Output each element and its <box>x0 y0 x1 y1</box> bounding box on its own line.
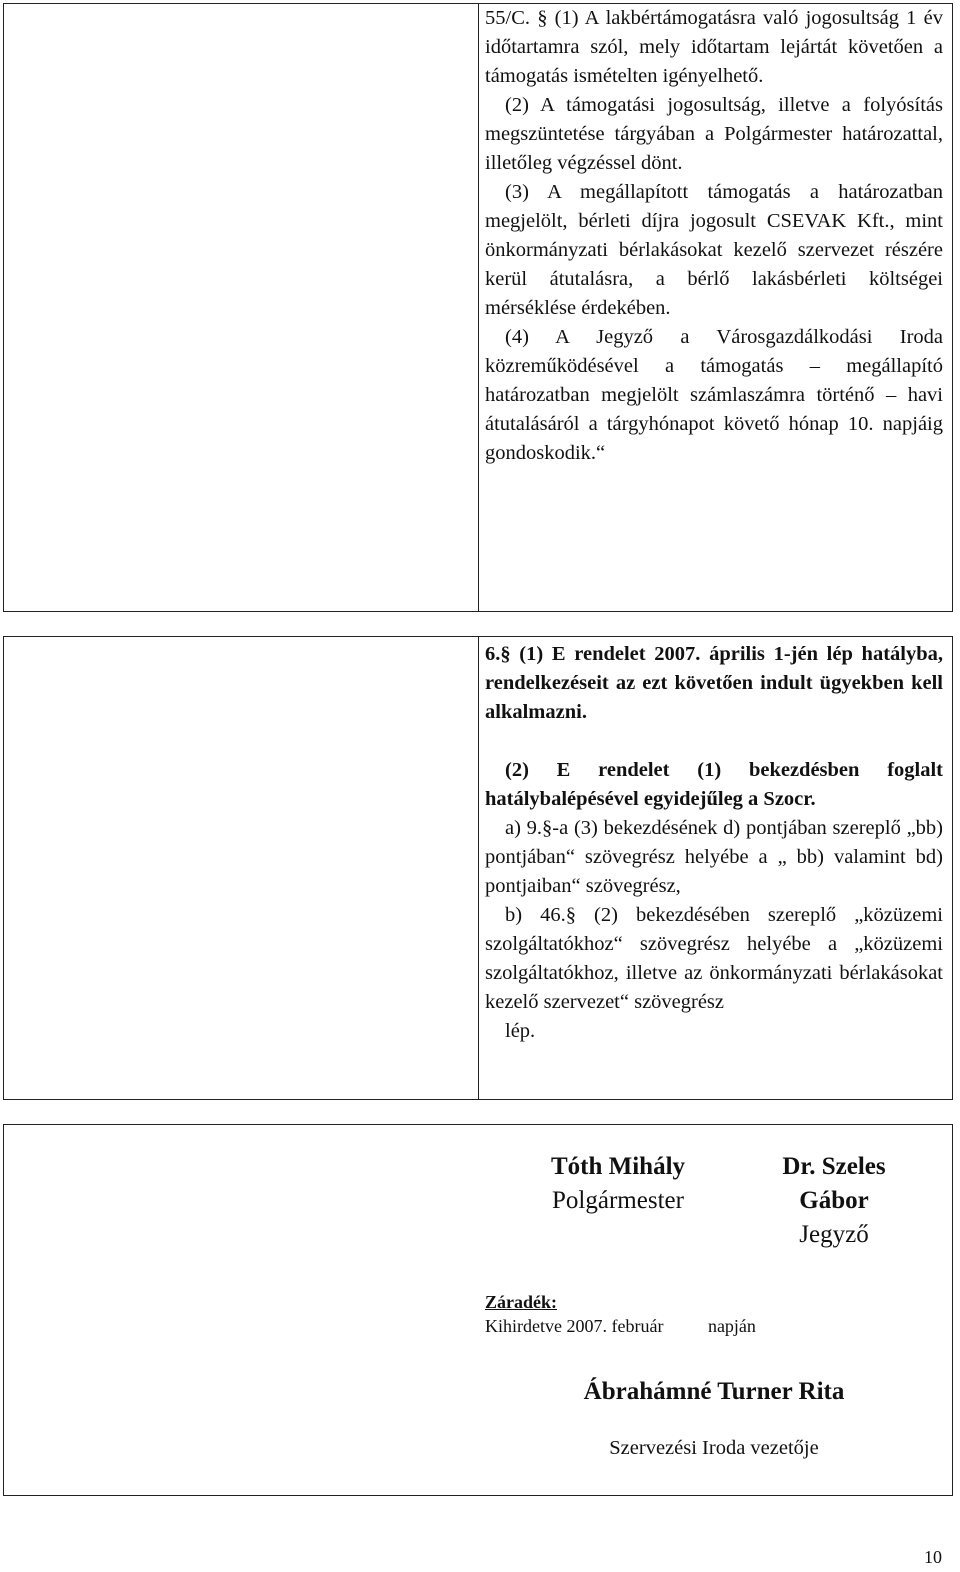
item-a: a) 9.§-a (3) bekezdésének d) pontjában szereplő „bb) pontjában“ szövegrész helyébe a „ bb) valamint bd) pontjaiban“ szövegrész, <box>485 817 943 897</box>
office-title: Szervezési Iroda vezetője <box>609 1437 819 1459</box>
notary-name: Dr. Szeles Gábor <box>782 1153 886 1214</box>
paragraph-55c-1: 55/C. § (1) A lakbértámogatásra való jogosultság 1 év időtartamra szól, mely időtartam lejártát követően a támogatás ismételten igényelhető. <box>485 7 943 87</box>
signature-right <box>770 1150 898 1252</box>
page-number: 10 <box>924 1547 942 1567</box>
item-b: b) 46.§ (2) bekezdésében szereplő „közüzemi szolgáltatókhoz“ szövegrész helyébe a „közüzemi szolgáltatókhoz, illetve az önkormányzati bérlakásokat kezelő szervezet“ szövegrész <box>485 904 943 1013</box>
block-2-divider <box>478 636 479 1100</box>
paragraph-55c-2: (2) A támogatási jogosultság, illetve a folyósítás megszüntetése tárgyában a Polgármester határozattal, illetőleg végzéssel dönt. <box>485 94 943 174</box>
closing-word: lép. <box>505 1020 536 1042</box>
paragraph-55c-4: (4) A Jegyző a Városgazdálkodási Iroda közreműködésével a támogatás – megállapító határozatban megjelölt számlaszámra történő – havi átutalásáról a tárgyhónapot követő hónap 10. napjáig gondoskodik.“ <box>485 326 943 464</box>
announced-day-suffix: napján <box>707 1316 756 1336</box>
announced-date: Kihirdetve 2007. február <box>485 1316 664 1336</box>
mayor-title: Polgármester <box>552 1187 684 1214</box>
clause-block <box>485 1290 756 1338</box>
clause-announcement <box>485 1314 756 1338</box>
clause-label: Záradék: <box>485 1292 557 1312</box>
paragraph-6-2: (2) E rendelet (1) bekezdésben foglalt hatálybalépésével egyidejűleg a Szocr. <box>485 759 943 810</box>
block-2-text <box>485 640 943 1046</box>
notary-title: Jegyző <box>799 1221 869 1248</box>
paragraph-6-1: 6.§ (1) E rendelet 2007. április 1-jén lép hatályba, rendelkezéseit az ezt követően indult ügyekben kell alkalmazni. <box>485 643 943 723</box>
signature-left <box>520 1150 716 1218</box>
block-1-text <box>485 4 943 468</box>
mayor-name: Tóth Mihály <box>550 1153 686 1180</box>
paragraph-55c-3: (3) A megállapított támogatás a határozatban megjelölt, bérleti díjra jogosult CSEVAK Kft., mint önkormányzati bérlakásokat kezelő szervezet részére kerül átutalásra, a bérlő lakásbérleti költségei mérséklése érdekében. <box>485 181 943 319</box>
office-name: Ábrahámné Turner Rita <box>583 1378 845 1405</box>
block-1-divider <box>478 3 479 612</box>
